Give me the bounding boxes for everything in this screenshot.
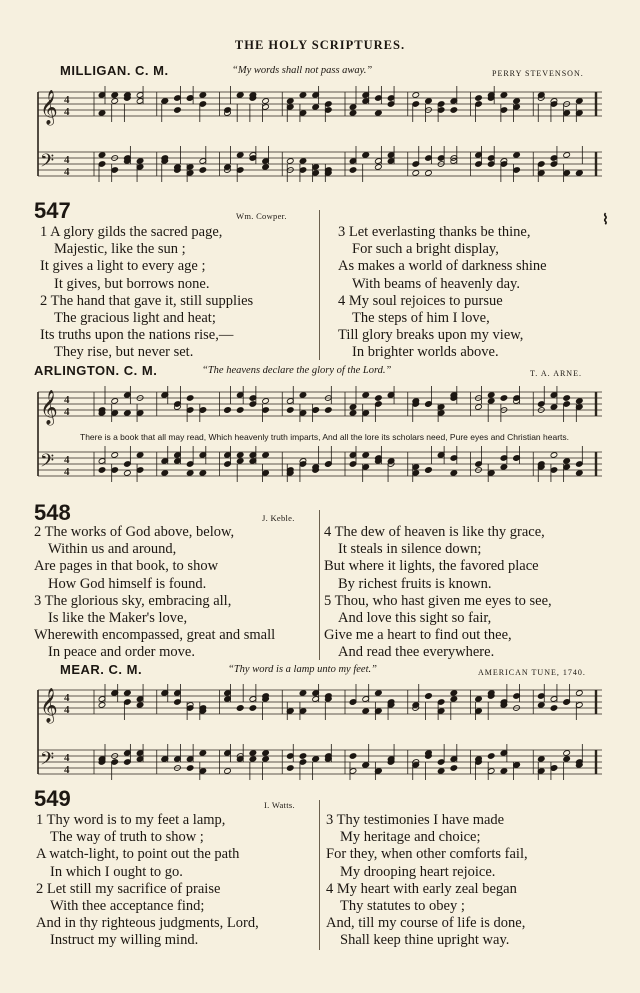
verse-line: 2 The hand that gave it, still supplies xyxy=(40,292,254,309)
verse-line: In which I ought to go. xyxy=(50,863,183,880)
verse-line: 5 Thou, who hast given me eyes to see, xyxy=(324,592,552,609)
hymn-number-549: 549 xyxy=(34,786,71,811)
verse-line: Give me a heart to find out thee, xyxy=(324,627,512,644)
hymn-547-verses-left xyxy=(40,224,253,362)
verse-line: And read thee everywhere. xyxy=(338,644,495,661)
verse-line: How God himself is found. xyxy=(48,575,207,592)
svg-text:𝄞: 𝄞 xyxy=(40,390,58,425)
composer-mear: AMERICAN TUNE, 1740. xyxy=(478,668,586,677)
verse-line: 1 Thy word is to my feet a lamp, xyxy=(36,812,226,828)
verse-line: A watch-light, to point out the path xyxy=(36,846,240,863)
verse-line: And love this sight so fair, xyxy=(338,610,492,627)
verse-line: It gives a light to every age ; xyxy=(40,258,206,275)
verse-line: Is like the Maker's love, xyxy=(48,610,188,627)
tune-name-arlington: ARLINGTON. C. M. xyxy=(34,363,158,378)
column-divider xyxy=(319,510,320,660)
verse-line: The gracious light and heat; xyxy=(54,310,216,327)
svg-text:4: 4 xyxy=(64,764,70,776)
svg-text:𝄢: 𝄢 xyxy=(40,749,55,774)
verse-line: With beams of heavenly day. xyxy=(352,275,520,292)
svg-text:4: 4 xyxy=(64,454,70,466)
author-549: I. Watts. xyxy=(264,800,295,810)
hymn-547-verses-right xyxy=(338,224,547,362)
verse-line: And, till my course of life is done, xyxy=(326,915,526,932)
verse-line: In peace and order move. xyxy=(48,644,195,661)
svg-text:4: 4 xyxy=(64,406,70,418)
verse-line: Are pages in that book, to show xyxy=(34,558,219,575)
verse-line: My drooping heart rejoice. xyxy=(340,863,496,880)
verse-line: They rise, but never set. xyxy=(54,344,194,361)
verse-line: Wherewith encompassed, great and small xyxy=(34,627,276,644)
verse-line: Till glory breaks upon my view, xyxy=(338,327,524,344)
hymn-549-verses-right xyxy=(326,812,528,950)
verse-line: But where it lights, the favored place xyxy=(324,558,539,575)
svg-text:4: 4 xyxy=(64,752,70,764)
verse-line: In brighter worlds above. xyxy=(352,344,499,361)
verse-line: And in thy righteous judgments, Lord, xyxy=(36,915,259,932)
composer-arlington: T. A. ARNE. xyxy=(530,369,582,378)
hymn-number-548: 548 xyxy=(34,500,71,525)
tune-motto-mear: “Thy word is a lamp unto my feet.” xyxy=(228,664,377,675)
verse-line: The way of truth to show ; xyxy=(50,829,204,846)
tune-motto-arlington: “The heavens declare the glory of the Lord.” xyxy=(202,365,392,376)
svg-text:4: 4 xyxy=(64,394,70,406)
svg-text:4: 4 xyxy=(64,154,70,166)
verse-line: For they, when other comforts fail, xyxy=(326,846,528,863)
hymn-548-verses-left xyxy=(34,524,275,662)
svg-text:4: 4 xyxy=(64,466,70,478)
verse-line: Shall keep thine upright way. xyxy=(340,932,510,949)
margin-mark: ⌇ xyxy=(602,213,609,228)
lyric-strip-arlington: There is a book that all may read, Which heavenly truth imparts, And all the lore its scholars need, Pure eyes and Christian hearts. xyxy=(80,432,569,442)
verse-line: 4 My soul rejoices to pursue xyxy=(338,292,503,309)
verse-line: Thy statutes to obey ; xyxy=(340,898,465,915)
verse-line: 3 Thy testimonies I have made xyxy=(326,812,505,828)
author-547: Wm. Cowper. xyxy=(236,211,287,221)
svg-text:4: 4 xyxy=(64,704,70,716)
verse-line: Its truths upon the nations rise,— xyxy=(40,327,234,344)
column-divider xyxy=(319,800,320,950)
svg-text:4: 4 xyxy=(64,166,70,178)
svg-text:𝄞: 𝄞 xyxy=(40,688,58,723)
verse-line: 3 Let everlasting thanks be thine, xyxy=(338,224,531,240)
verse-line: 4 My heart with early zeal began xyxy=(326,880,517,897)
svg-text:4: 4 xyxy=(64,106,70,118)
verse-line: Instruct my willing mind. xyxy=(50,932,199,949)
verse-line: It gives, but borrows none. xyxy=(54,275,210,292)
tune-motto-milligan: “My words shall not pass away.” xyxy=(232,65,373,76)
hymn-548-verses-right xyxy=(324,524,552,662)
verse-line: 2 Let still my sacrifice of praise xyxy=(36,880,221,897)
verse-line: For such a bright display, xyxy=(352,241,499,258)
music-score-mear xyxy=(34,682,606,794)
verse-line: The steps of him I love, xyxy=(352,310,490,327)
verse-line: 2 The works of God above, below, xyxy=(34,524,235,540)
author-548: J. Keble. xyxy=(262,513,295,523)
hymn-549-verses-left xyxy=(36,812,259,950)
composer-milligan: PERRY STEVENSON. xyxy=(492,69,584,78)
verse-line: 1 A glory gilds the sacred page, xyxy=(40,224,223,240)
hymn-number-547: 547 xyxy=(34,198,71,223)
verse-line: With thee acceptance find; xyxy=(50,898,205,915)
verse-line: Within us and around, xyxy=(48,541,177,558)
svg-text:4: 4 xyxy=(64,94,70,106)
tune-name-mear: MEAR. C. M. xyxy=(60,662,143,677)
column-divider xyxy=(319,210,320,360)
page-title: THE HOLY SCRIPTURES. xyxy=(234,38,406,52)
verse-line: As makes a world of darkness shine xyxy=(338,258,547,275)
svg-text:𝄞: 𝄞 xyxy=(40,90,58,125)
verse-line: 3 The glorious sky, embracing all, xyxy=(34,592,232,609)
svg-text:𝄢: 𝄢 xyxy=(40,451,55,476)
svg-text:4: 4 xyxy=(64,692,70,704)
svg-text:𝄢: 𝄢 xyxy=(40,151,55,176)
verse-line: My heritage and choice; xyxy=(340,829,481,846)
verse-line: 4 The dew of heaven is like thy grace, xyxy=(324,524,545,540)
verse-line: It steals in silence down; xyxy=(338,541,482,558)
verse-line: Majestic, like the sun ; xyxy=(54,241,186,258)
verse-line: By richest fruits is known. xyxy=(338,575,492,592)
tune-name-milligan: MILLIGAN. C. M. xyxy=(60,63,169,78)
music-score-milligan xyxy=(34,84,606,196)
